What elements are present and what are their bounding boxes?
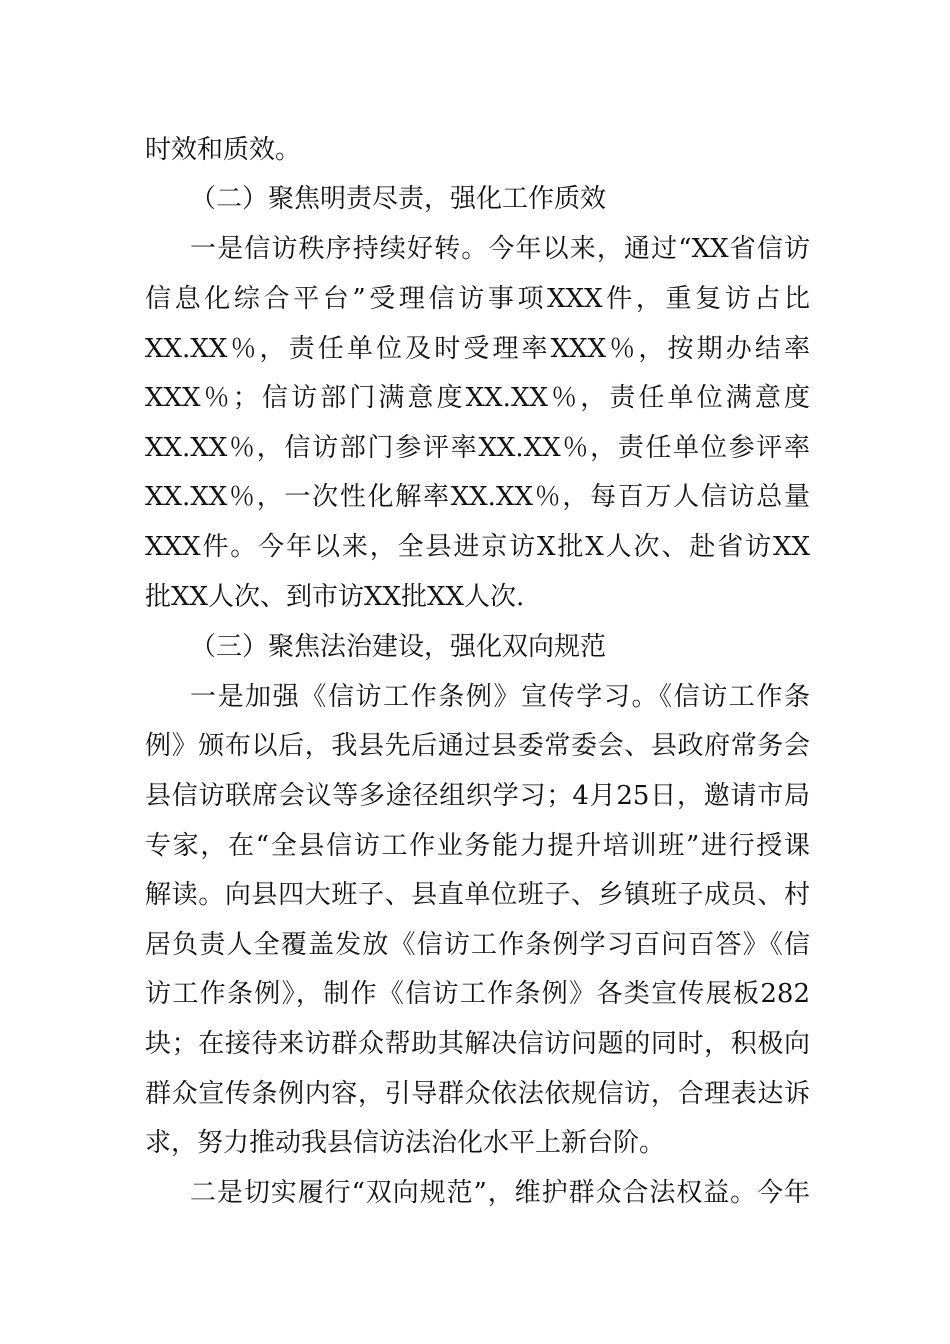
paragraph-line: XXX件。今年以来，全县进京访X批X人次、赴省访XX	[145, 532, 810, 562]
paragraph-line: 专家，在“全县信访工作业务能力提升培训班”进行授课	[145, 831, 810, 861]
paragraph-line: 时效和质效。	[145, 135, 302, 165]
section-heading-3: （三）聚焦法治建设，强化双向规范	[190, 632, 607, 662]
paragraph-line: 求，努力推动我县信访法治化水平上新台阶。	[145, 1128, 666, 1158]
paragraph-line: 例》颁布以后，我县先后通过县委常委会、县政府常务会	[145, 731, 810, 761]
paragraph-line: 一是信访秩序持续好转。今年以来，通过“XX省信访	[190, 234, 810, 264]
paragraph-line: 一是加强《信访工作条例》宣传学习。《信访工作条	[190, 682, 810, 712]
paragraph-line: 县信访联席会议等多途径组织学习；4月25日，邀请市局	[145, 781, 810, 811]
paragraph-line: 批XX人次、到市访XX批XX人次.	[145, 582, 525, 612]
section-heading-2: （二）聚焦明责尽责，强化工作质效	[190, 184, 607, 214]
paragraph-line: 二是切实履行“双向规范”，维护群众合法权益。今年	[190, 1178, 810, 1208]
paragraph-line: 群众宣传条例内容，引导群众依法依规信访，合理表达诉	[145, 1079, 810, 1109]
paragraph-line: 块；在接待来访群众帮助其解决信访问题的同时，积极向	[145, 1029, 810, 1059]
paragraph-line: 居负责人全覆盖发放《信访工作条例学习百问百答》《信	[145, 930, 810, 960]
paragraph-line: XX.XX％，一次性化解率XX.XX％，每百万人信访总量	[145, 482, 810, 512]
paragraph-line: XXX％；信访部门满意度XX.XX％，责任单位满意度	[145, 383, 810, 413]
paragraph-line: 访工作条例》，制作《信访工作条例》各类宣传展板282	[145, 979, 810, 1009]
paragraph-line: 信息化综合平台”受理信访事项XXX件，重复访占比	[145, 284, 810, 314]
paragraph-line: XX.XX％，责任单位及时受理率XXX％，按期办结率	[145, 334, 810, 364]
paragraph-line: 解读。向县四大班子、县直单位班子、乡镇班子成员、村	[145, 880, 810, 910]
paragraph-line: XX.XX％，信访部门参评率XX.XX％，责任单位参评率	[145, 433, 810, 463]
